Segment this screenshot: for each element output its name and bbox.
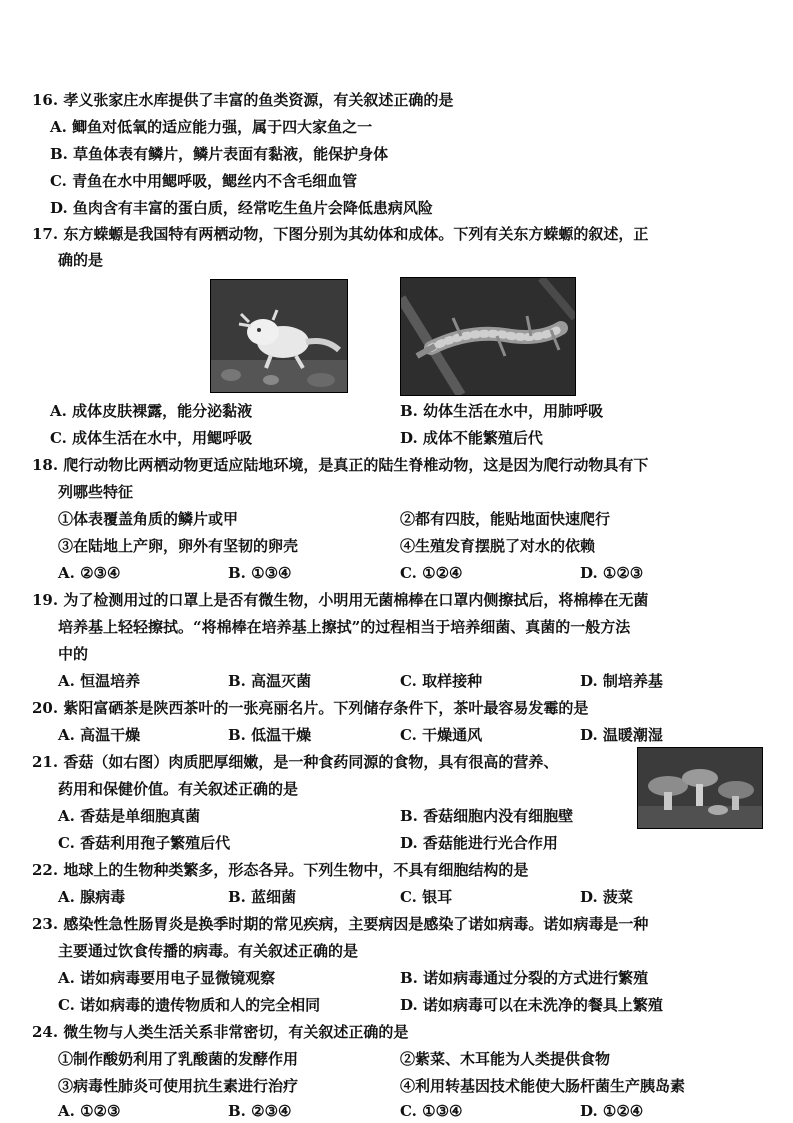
q19-stem-line1: 19. 为了检测用过的口罩上是否有微生物，小明用无菌棉棒在口罩内侧擦拭后，将棉棒在无菌 — [32, 591, 649, 609]
q19-stem-line2: 培养基上轻轻擦拭。“将棉棒在培养基上擦拭”的过程相当于培养细菌、真菌的一般方法 — [58, 618, 631, 636]
q18-item-2: ②都有四肢，能贴地面快速爬行 — [400, 510, 611, 528]
q17-option-c: C. 成体生活在水中，用鳃呼吸 — [50, 429, 253, 447]
q17-stem-line2: 确的是 — [58, 251, 104, 269]
q22-option-a: A. 腺病毒 — [58, 888, 126, 906]
q24-stem: 24. 微生物与人类生活关系非常密切，有关叙述正确的是 — [32, 1023, 409, 1041]
q21-option-a: A. 香菇是单细胞真菌 — [58, 807, 201, 825]
q20-stem: 20. 紫阳富硒茶是陕西茶叶的一张亮丽名片。下列储存条件下，茶叶最容易发霉的是 — [32, 699, 589, 717]
q21-stem-line2: 药用和保健价值。有关叙述正确的是 — [58, 780, 299, 798]
q18-option-b: B. ①③④ — [228, 564, 292, 582]
axolotl-larva-photo — [210, 279, 348, 393]
q19-option-d: D. 制培养基 — [580, 672, 663, 690]
q23-stem-line2: 主要通过饮食传播的病毒。有关叙述正确的是 — [58, 942, 359, 960]
q20-option-b: B. 低温干燥 — [228, 726, 312, 744]
q21-option-c: C. 香菇利用孢子繁殖后代 — [58, 834, 231, 852]
q16-option-d: D. 鱼肉含有丰富的蛋白质，经常吃生鱼片会降低患病风险 — [50, 199, 433, 217]
q24-option-a: A. ①②③ — [58, 1102, 121, 1120]
q22-option-c: C. 银耳 — [400, 888, 453, 906]
q18-item-1: ①体表覆盖角质的鳞片或甲 — [58, 510, 239, 528]
q24-item-4: ④利用转基因技术能使大肠杆菌生产胰岛素 — [400, 1077, 686, 1095]
q16-stem: 16. 孝义张家庄水库提供了丰富的鱼类资源，有关叙述正确的是 — [32, 91, 454, 109]
q23-option-c: C. 诺如病毒的遗传物质和人的完全相同 — [58, 996, 321, 1014]
q16-option-b: B. 草鱼体表有鳞片，鳞片表面有黏液，能保护身体 — [50, 145, 389, 163]
q17-stem-line1: 17. 东方蝾螈是我国特有两栖动物，下图分别为其幼体和成体。下列有关东方蝾螈的叙述，正 — [32, 225, 649, 243]
q24-item-1: ①制作酸奶利用了乳酸菌的发酵作用 — [58, 1050, 299, 1068]
q21-option-b: B. 香菇细胞内没有细胞壁 — [400, 807, 574, 825]
q19-option-a: A. 恒温培养 — [58, 672, 141, 690]
q18-item-4: ④生殖发育摆脱了对水的依赖 — [400, 537, 596, 555]
q17-option-b: B. 幼体生活在水中，用肺呼吸 — [400, 402, 604, 420]
q18-item-3: ③在陆地上产卵，卵外有坚韧的卵壳 — [58, 537, 299, 555]
q18-option-a: A. ②③④ — [58, 564, 121, 582]
q24-option-b: B. ②③④ — [228, 1102, 292, 1120]
q23-option-a: A. 诺如病毒要用电子显微镜观察 — [58, 969, 276, 987]
q24-option-c: C. ①③④ — [400, 1102, 463, 1120]
q24-item-2: ②紫菜、木耳能为人类提供食物 — [400, 1050, 611, 1068]
q24-item-3: ③病毒性肺炎可使用抗生素进行治疗 — [58, 1077, 299, 1095]
q22-stem: 22. 地球上的生物种类繁多，形态各异。下列生物中，不具有细胞结构的是 — [32, 861, 529, 879]
q20-option-d: D. 温暖潮湿 — [580, 726, 663, 744]
q19-option-b: B. 高温灭菌 — [228, 672, 312, 690]
q19-option-c: C. 取样接种 — [400, 672, 483, 690]
q18-stem-line1: 18. 爬行动物比两栖动物更适应陆地环境，是真正的陆生脊椎动物，这是因为爬行动物具有下 — [32, 456, 649, 474]
q21-stem-line1: 21. 香菇（如右图）肉质肥厚细嫩，是一种食药同源的食物，具有很高的营养、 — [32, 753, 559, 771]
q20-option-c: C. 干燥通风 — [400, 726, 483, 744]
q24-option-d: D. ①②④ — [580, 1102, 644, 1120]
q22-option-b: B. 蓝细菌 — [228, 888, 297, 906]
q23-option-b: B. 诺如病毒通过分裂的方式进行繁殖 — [400, 969, 649, 987]
q16-option-c: C. 青鱼在水中用鳃呼吸，鳃丝内不含毛细血管 — [50, 172, 358, 190]
q17-option-d: D. 成体不能繁殖后代 — [400, 429, 543, 447]
q20-option-a: A. 高温干燥 — [58, 726, 141, 744]
shiitake-mushroom-photo — [637, 747, 763, 829]
q18-option-d: D. ①②③ — [580, 564, 644, 582]
q17-option-a: A. 成体皮肤裸露，能分泌黏液 — [50, 402, 253, 420]
q21-option-d: D. 香菇能进行光合作用 — [400, 834, 558, 852]
q18-stem-line2: 列哪些特征 — [58, 483, 134, 501]
q16-option-a: A. 鲫鱼对低氧的适应能力强，属于四大家鱼之一 — [50, 118, 373, 136]
q23-option-d: D. 诺如病毒可以在未洗净的餐具上繁殖 — [400, 996, 663, 1014]
q18-option-c: C. ①②④ — [400, 564, 463, 582]
q23-stem-line1: 23. 感染性急性肠胃炎是换季时期的常见疾病，主要病因是感染了诺如病毒。诺如病毒是一种 — [32, 915, 649, 933]
newt-adult-photo — [400, 277, 576, 396]
q19-stem-line3: 中的 — [58, 645, 89, 663]
q22-option-d: D. 菠菜 — [580, 888, 633, 906]
